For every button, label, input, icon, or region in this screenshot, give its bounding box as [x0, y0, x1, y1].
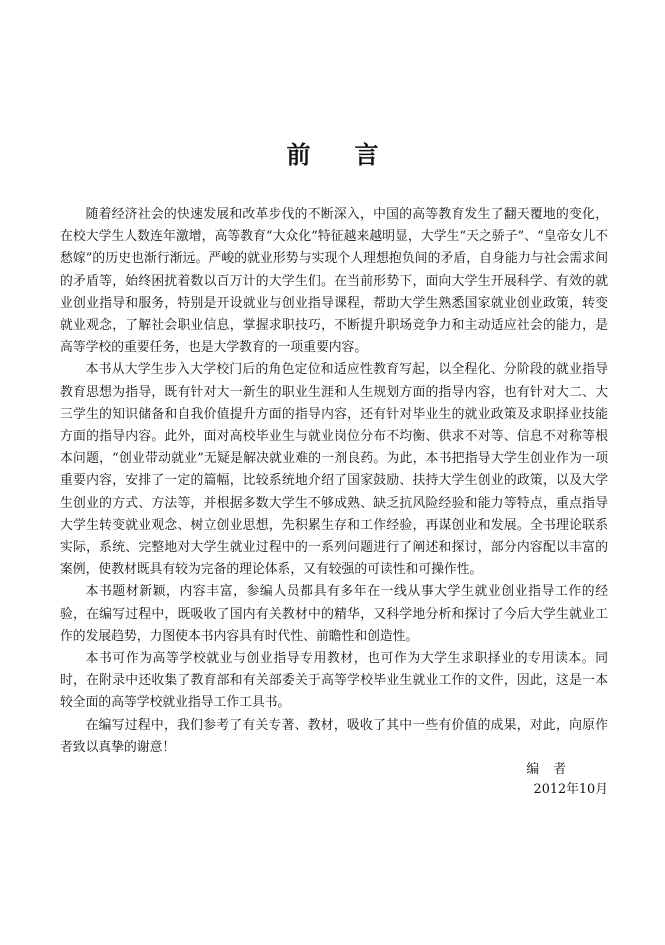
signature-date: 2012年10月 — [533, 782, 608, 797]
paragraph: 本书从大学生步入大学校门后的角色定位和适应性教育写起，以全程化、分阶段的就业指导教育思想为指导，既有针对大一新生的职业生涯和人生规划方面的指导内容，也有针对大二、大三学生的知识储备和自我价值提升方面的指导内容，还有针对毕业生的就业政策及求职择业技能方面的指导内容。此外，面对高校毕业生与就业岗位分布不均衡、供求不对等、信息不对称等根本问题，“创业带动就业”无疑是解决就业难的一剂良药。为此，本书把指导大学生创业作为一项重要内容，安排了一定的篇幅，比较系统地介绍了国家鼓励、扶持大学生创业的政策，以及大学生创业的方式、方法等，并根据多数大学生不够成熟、缺乏抗风险经验和能力等特点，重点指导大学生转变就业观念、树立创业思想，先积累生存和工作经验，再谋创业和发展。全书理论联系实际，系统、完整地对大学生就业过程中的一系列问题进行了阐述和探讨，部分内容配以丰富的案例，使教材既具有较为完备的理论体系，又有较强的可读性和可操作性。 — [60, 362, 608, 578]
page-title: 前言 — [286, 141, 423, 169]
preface-body — [60, 204, 608, 759]
signature-author: 编者 — [526, 762, 580, 777]
paragraph: 本书题材新颖，内容丰富，参编人员都具有多年在一线从事大学生就业创业指导工作的经验，在编写过程中，既吸收了国内有关教材中的精华，又科学地分析和探讨了今后大学生就业工作的发展趋势，力图使本书内容具有时代性、前瞻性和创造性。 — [60, 584, 608, 644]
paragraph: 在编写过程中，我们参考了有关专著、教材，吸收了其中一些有价值的成果，对此，向原作者致以真挚的谢意！ — [60, 717, 608, 755]
paragraph: 本书可作为高等学校就业与创业指导专用教材，也可作为大学生求职择业的专用读本。同时，在附录中还收集了教育部和有关部委关于高等学校毕业生就业工作的文件，因此，这是一本较全面的高等学校就业指导工作工具书。 — [60, 651, 608, 711]
paragraph: 随着经济社会的快速发展和改革步伐的不断深入，中国的高等教育发生了翻天覆地的变化，在校大学生人数连年激增，高等教育“大众化”特征越来越明显，大学生“天之骄子”、“皇帝女儿不愁嫁”的历史也渐行渐远。严峻的就业形势与实现个人理想抱负间的矛盾，自身能力与社会需求间的矛盾等，始终困扰着数以百万计的大学生们。在当前形势下，面向大学生开展科学、有效的就业创业指导和服务，特别是开设就业与创业指导课程，帮助大学生熟悉国家就业创业政策，转变就业观念，了解社会职业信息，掌握求职技巧，不断提升职场竞争力和主动适应社会的能力，是高等学校的重要任务，也是大学教育的一项重要内容。 — [60, 207, 608, 356]
